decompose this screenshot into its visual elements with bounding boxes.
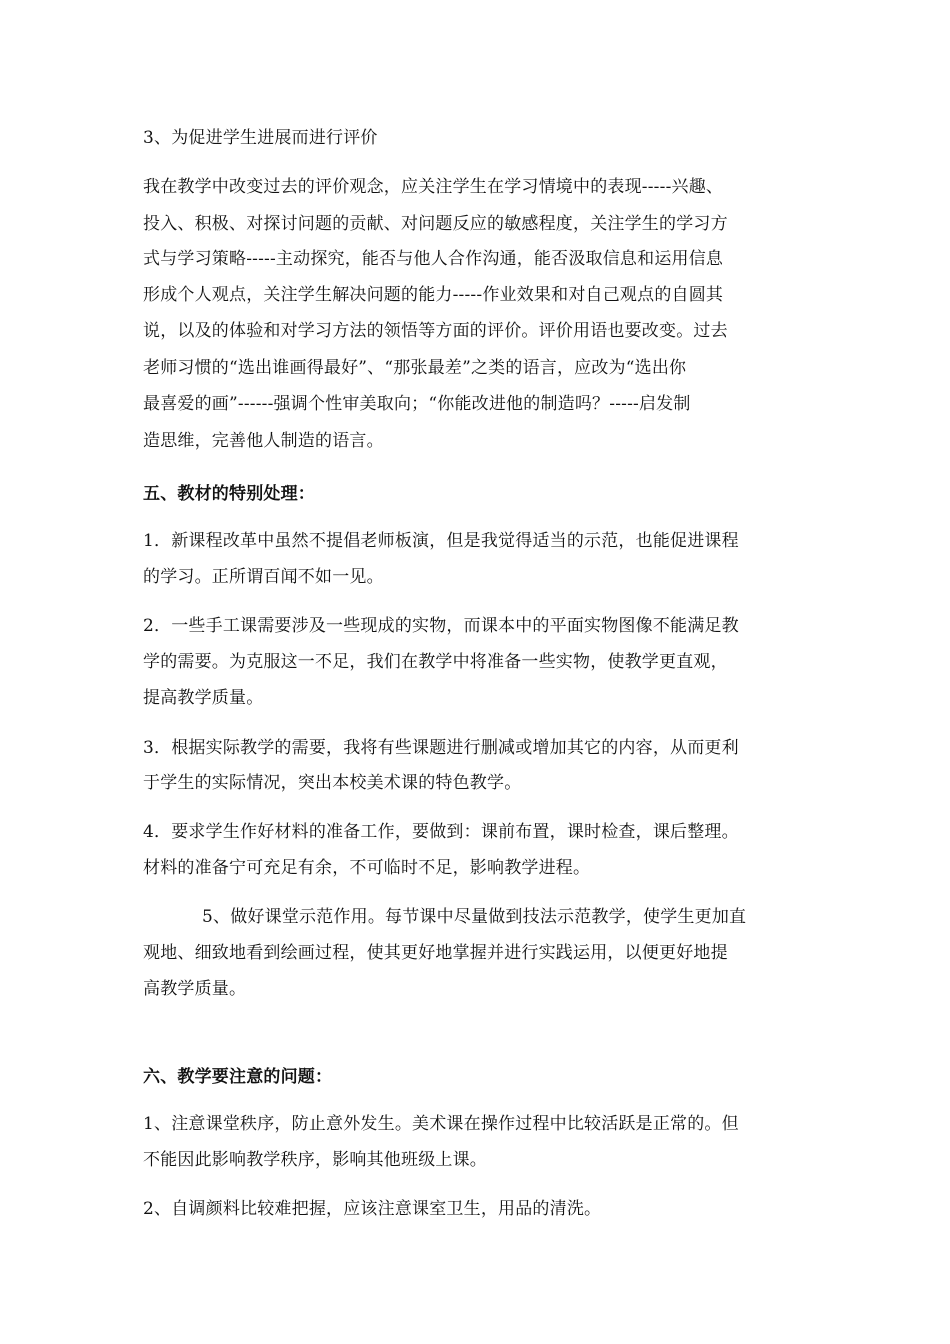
section-5-heading: 五、教材的特别处理： (143, 484, 315, 504)
paragraph-line: 最喜爱的画”------强调个性审美取向；“你能改进他的制造吗？-----启发制 (143, 394, 691, 414)
list-item-line: 1．新课程改革中虽然不提倡老师板演，但是我觉得适当的示范，也能促进课程 (143, 531, 739, 551)
paragraph-line: 老师习惯的“选出谁画得最好”、“那张最差”之类的语言，应改为“选出你 (143, 358, 687, 378)
list-item-line: 不能因此影响教学秩序，影响其他班级上课。 (143, 1150, 487, 1170)
paragraph-line: 式与学习策略-----主动探究，能否与他人合作沟通，能否汲取信息和运用信息 (143, 249, 724, 269)
list-item-line: 观地、细致地看到绘画过程，使其更好地掌握并进行实践运用，以便更好地提 (143, 943, 728, 963)
list-item-line: 4．要求学生作好材料的准备工作，要做到：课前布置，课时检查，课后整理。 (143, 822, 739, 842)
section-3-title: 3、为促进学生进展而进行评价 (143, 128, 378, 148)
paragraph-line: 形成个人观点，关注学生解决问题的能力-----作业效果和对自己观点的自圆其 (143, 285, 724, 305)
paragraph-line: 造思维，完善他人制造的语言。 (143, 431, 384, 451)
list-item-line: 学的需要。为克服这一不足，我们在教学中将准备一些实物，使教学更直观， (143, 652, 728, 672)
list-item-line: 高教学质量。 (143, 979, 247, 999)
list-item-line: 2．一些手工课需要涉及一些现成的实物，而课本中的平面实物图像不能满足教 (143, 616, 739, 636)
list-item-line: 5、做好课堂示范作用。每节课中尽量做到技法示范教学，使学生更加直 (202, 907, 747, 927)
list-item-line: 材料的准备宁可充足有余，不可临时不足，影响教学进程。 (143, 858, 591, 878)
list-item-line: 2、自调颜料比较难把握，应该注意课室卫生，用品的清洗。 (143, 1199, 602, 1219)
paragraph-line: 说，以及的体验和对学习方法的领悟等方面的评价。评价用语也要改变。过去 (143, 321, 728, 341)
paragraph-line: 我在教学中改变过去的评价观念，应关注学生在学习情境中的表现-----兴趣、 (143, 177, 724, 197)
list-item-line: 的学习。正所谓百闻不如一见。 (143, 567, 384, 587)
list-item-line: 提高教学质量。 (143, 688, 264, 708)
paragraph-line: 投入、积极、对探讨问题的贡献、对问题反应的敏感程度，关注学生的学习方 (143, 214, 728, 234)
section-6-heading: 六、教学要注意的问题： (143, 1067, 333, 1087)
list-item-line: 于学生的实际情况，突出本校美术课的特色教学。 (143, 773, 522, 793)
list-item-line: 1、注意课堂秩序，防止意外发生。美术课在操作过程中比较活跃是正常的。但 (143, 1114, 739, 1134)
list-item-line: 3．根据实际教学的需要，我将有些课题进行删减或增加其它的内容，从而更利 (143, 738, 739, 758)
